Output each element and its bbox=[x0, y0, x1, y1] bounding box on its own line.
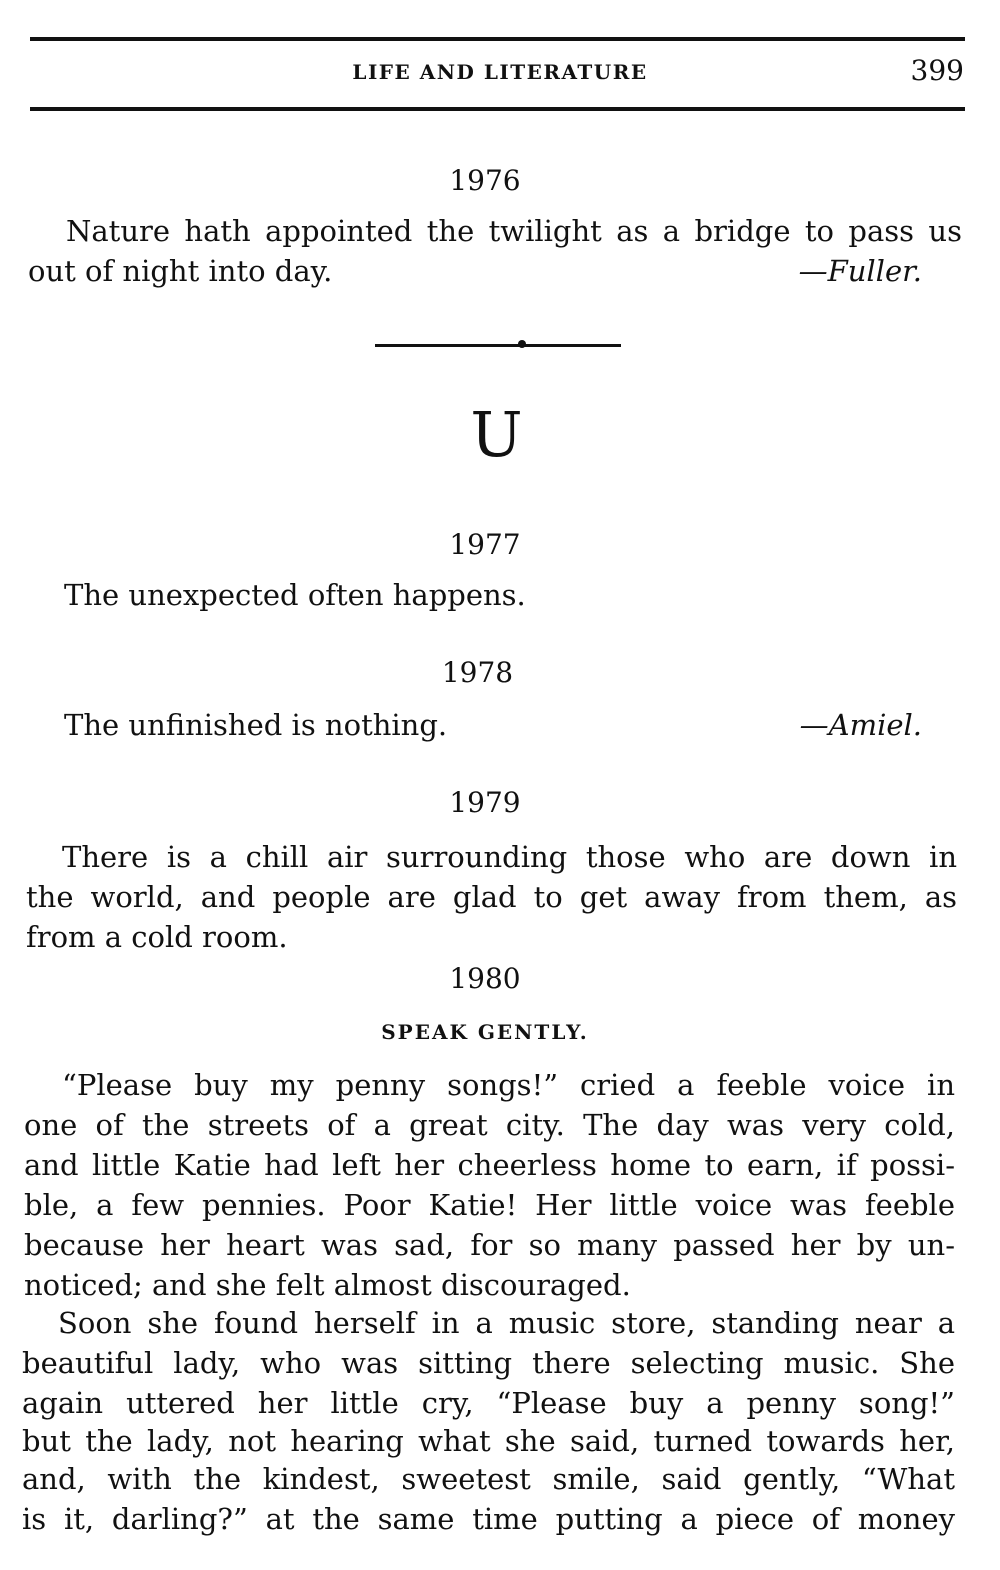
page-number: 399 bbox=[910, 54, 964, 87]
story-text: and, with the kindest, sweetest smile, said gently, “What bbox=[22, 1462, 955, 1496]
story-text: Soon she found herself in a music store, standing near a bbox=[58, 1306, 955, 1340]
story-p2-line-1 bbox=[0, 1306, 1000, 1346]
entry-text: The unfinished is nothing. bbox=[64, 708, 448, 742]
entry-number-1977: 1977 bbox=[449, 528, 521, 561]
entry-number-1980: 1980 bbox=[449, 962, 521, 995]
story-p1-line-6 bbox=[0, 1268, 1000, 1308]
story-p1-line-1 bbox=[0, 1068, 1000, 1108]
entry-text: Nature hath appointed the twilight as a bridge to pass us bbox=[66, 214, 962, 248]
story-p2-line-6 bbox=[0, 1502, 1000, 1542]
story-text: and little Katie had left her cheerless home to earn, if possi- bbox=[24, 1148, 955, 1182]
entry-1976-line-1 bbox=[0, 214, 1000, 254]
story-p2-line-2 bbox=[0, 1346, 1000, 1386]
story-text: but the lady, not hearing what she said, turned towards her, bbox=[22, 1424, 955, 1458]
story-text: beautiful lady, who was sitting there selecting music. She bbox=[22, 1346, 955, 1380]
story-title: SPEAK GENTLY. bbox=[381, 1020, 589, 1044]
header-rule-bottom bbox=[30, 107, 965, 111]
story-text: again uttered her little cry, “Please buy a penny song!” bbox=[22, 1386, 955, 1420]
section-divider bbox=[375, 344, 621, 347]
author-fuller: —Fuller. bbox=[798, 254, 922, 288]
story-text: noticed; and she felt almost discouraged. bbox=[24, 1268, 631, 1302]
header-rule-top bbox=[30, 37, 965, 41]
entry-1979-line-1 bbox=[0, 840, 1000, 880]
story-text: one of the streets of a great city. The day was very cold, bbox=[24, 1108, 955, 1142]
entry-text: out of night into day. bbox=[28, 254, 333, 288]
story-p2-line-5 bbox=[0, 1462, 1000, 1502]
entry-1979-line-2 bbox=[0, 880, 1000, 920]
entry-1977-line bbox=[0, 578, 1000, 618]
entry-1979-line-3 bbox=[0, 920, 1000, 960]
section-letter: U bbox=[470, 398, 523, 471]
story-text: because her heart was sad, for so many passed her by un- bbox=[24, 1228, 955, 1262]
story-p1-line-5 bbox=[0, 1228, 1000, 1268]
story-p2-line-4 bbox=[0, 1424, 1000, 1464]
entry-number-1979: 1979 bbox=[449, 786, 521, 819]
author-amiel: —Amiel. bbox=[799, 708, 922, 742]
story-text: is it, darling?” at the same time putting a piece of money bbox=[22, 1502, 955, 1536]
entry-text: There is a chill air surrounding those who are down in bbox=[62, 840, 957, 874]
story-text: “Please buy my penny songs!” cried a feeble voice in bbox=[62, 1068, 955, 1102]
section-divider-dot bbox=[518, 340, 526, 348]
entry-text: the world, and people are glad to get away from them, as bbox=[26, 880, 957, 914]
story-text: ble, a few pennies. Poor Katie! Her little voice was feeble bbox=[24, 1188, 955, 1222]
story-p1-line-2 bbox=[0, 1108, 1000, 1148]
story-p2-line-3 bbox=[0, 1386, 1000, 1426]
story-p1-line-4 bbox=[0, 1188, 1000, 1228]
entry-text: The unexpected often happens. bbox=[64, 578, 526, 612]
story-p1-line-3 bbox=[0, 1148, 1000, 1188]
entry-number-1978: 1978 bbox=[441, 656, 514, 689]
running-title: LIFE AND LITERATURE bbox=[352, 60, 648, 84]
entry-number-1976: 1976 bbox=[449, 164, 521, 197]
entry-text: from a cold room. bbox=[26, 920, 288, 954]
